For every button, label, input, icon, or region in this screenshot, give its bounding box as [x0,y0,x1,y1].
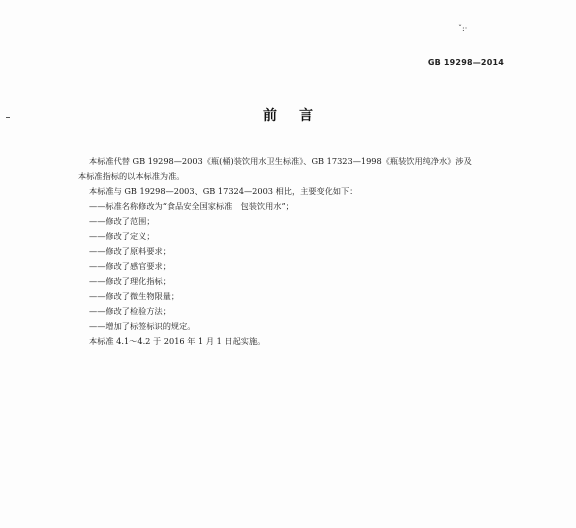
change-item-scope: ——修改了范围； [89,216,155,226]
standard-code: GB 19298—2014 [427,58,504,67]
effective-date-paragraph: 本标准 4.1～4.2 于 2016 年 1 月 1 日起实施。 [89,336,266,346]
replace-paragraph-line1: 本标准代替 GB 19298—2003《瓶(桶)装饮用水卫生标准》、GB 17323—1998《瓶装饮用纯净水》涉及 [89,156,472,166]
change-item-title: ——标准名称修改为“食品安全国家标准 包装饮用水”； [89,201,294,211]
change-item-microbial: ——修改了微生物限量； [89,291,180,301]
change-item-labeling: ——增加了标签标识的规定。 [89,321,196,331]
change-item-sensory: ——修改了感官要求； [89,261,171,271]
change-item-raw-materials: ——修改了原料要求； [89,246,171,256]
compare-paragraph: 本标准与 GB 19298—2003、GB 17324—2003 相比，主要变化如下： [89,186,358,196]
change-item-test-methods: ——修改了检验方法； [89,306,171,316]
replace-paragraph-line2: 本标准指标的以本标准为准。 [78,171,185,181]
foreword-body [78,154,518,349]
page-title: 前言 [263,108,335,124]
change-item-physicochemical: ——修改了理化指标； [89,276,171,286]
change-item-definition: ——修改了定义； [89,231,155,241]
corner-mark: ˇ:· [458,24,468,33]
